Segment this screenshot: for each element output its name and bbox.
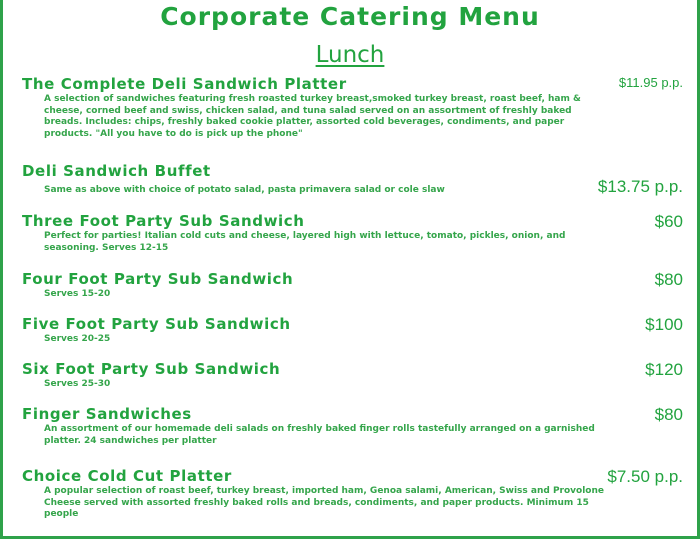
item-name: Five Foot Party Sub Sandwich: [22, 315, 291, 333]
item-price: $11.95 p.p.: [618, 75, 683, 90]
menu-item-finger-sandwiches: [22, 405, 685, 447]
item-price: $60: [654, 212, 683, 231]
item-name: Four Foot Party Sub Sandwich: [22, 270, 294, 288]
section-label: Lunch: [315, 42, 385, 68]
item-price: $80: [654, 270, 683, 289]
menu-item-deli-platter: [22, 75, 685, 140]
menu-title: Corporate Catering Menu: [160, 2, 540, 31]
menu-section-heading: [3, 42, 697, 68]
menu-item-three-foot-sub: [22, 212, 685, 254]
item-description: A selection of sandwiches featuring fresh roasted turkey breast,smoked turkey breast, roast beef, ham & cheese, corned beef and swiss, chicken salad, and tuna salad served on an assortment of freshly baked breads. Includes: chips, freshly baked cookie platter, assorted cold beverages, condiments, and paper products. "All you have to do is pick up the phone": [44, 94, 581, 139]
menu-item-sandwich-buffet: [22, 162, 685, 197]
item-price: $100: [645, 315, 683, 334]
item-description: Perfect for parties! Italian cold cuts and cheese, layered high with lettuce, tomato, pickles, onion, and seasoning. Serves 12-15: [44, 231, 566, 253]
item-description: A popular selection of roast beef, turkey breast, imported ham, Genoa salami, American, Swiss and Provolone Cheese served with assorted freshly baked rolls and breads, condiments, and paper products. Minimum 15 people: [44, 486, 604, 519]
menu-item-six-foot-sub: [22, 360, 685, 391]
item-price: $120: [645, 360, 683, 379]
item-price: $7.50 p.p.: [607, 467, 683, 486]
item-name: Finger Sandwiches: [22, 405, 192, 423]
item-name: Choice Cold Cut Platter: [22, 467, 232, 485]
item-name: Six Foot Party Sub Sandwich: [22, 360, 281, 378]
item-description: Same as above with choice of potato salad, pasta primavera salad or cole slaw: [44, 185, 445, 195]
menu-item-five-foot-sub: [22, 315, 685, 346]
item-description: Serves 25-30: [44, 379, 111, 389]
menu-item-four-foot-sub: [22, 270, 685, 301]
item-description: Serves 15-20: [44, 289, 111, 299]
menu-item-cold-cut-platter: [22, 467, 685, 521]
item-name: The Complete Deli Sandwich Platter: [22, 75, 347, 93]
item-price: $80: [654, 405, 683, 424]
item-name: Deli Sandwich Buffet: [22, 162, 211, 180]
item-description: An assortment of our homemade deli salads on freshly baked finger rolls tastefully arranged on a garnished platter. 24 sandwiches per platter: [44, 424, 595, 446]
item-name: Three Foot Party Sub Sandwich: [22, 212, 305, 230]
item-price: $13.75 p.p.: [597, 177, 683, 196]
item-description: Serves 20-25: [44, 334, 111, 344]
